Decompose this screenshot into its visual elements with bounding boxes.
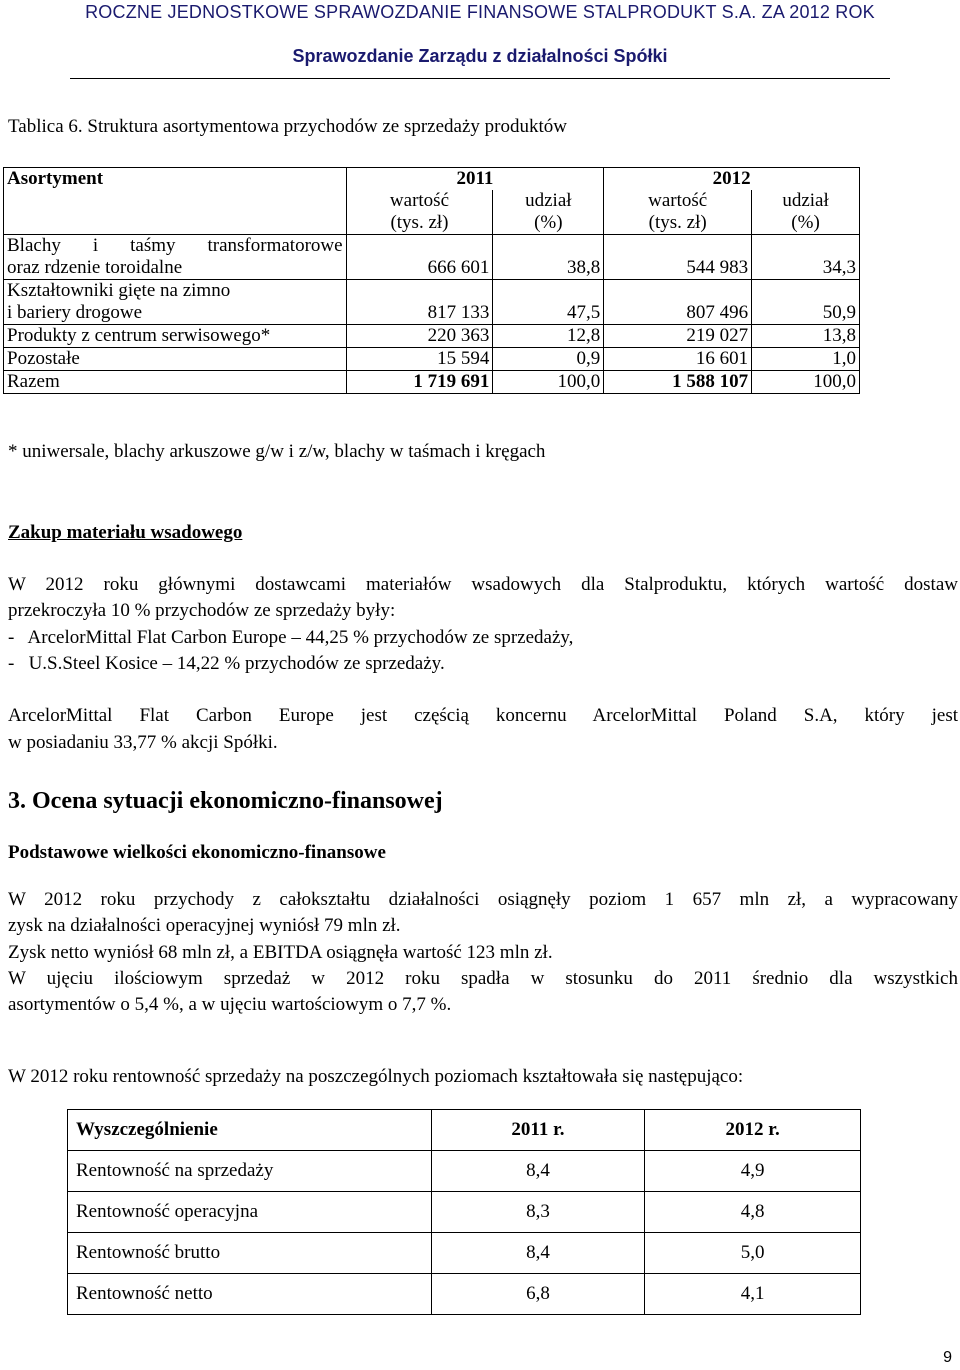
table-subheader-row — [4, 190, 860, 235]
year-2012-header: 2012 — [604, 168, 860, 191]
table-row: Kształtowniki gięte na zimno i bariery drogowe 817 133 47,5 807 496 50,9 — [4, 280, 860, 325]
section3-p3-line1: W ujęciu ilościowym sprzedaż w 2012 roku spadła w stosunku do 2011 średnio dla wszystkich — [8, 968, 958, 989]
table-header-row — [68, 1110, 861, 1151]
table-row: Rentowność na sprzedaży 8,4 4,9 — [68, 1151, 861, 1192]
ownership-paragraph-line1: ArcelorMittal Flat Carbon Europe jest częścią koncernu ArcelorMittal Poland S.A, który jest — [8, 705, 958, 726]
table-row: Rentowność netto 6,8 4,1 — [68, 1274, 861, 1315]
table-row: Pozostałe 15 594 0,9 16 601 1,0 — [4, 348, 860, 371]
ownership-paragraph-line2: w posiadaniu 33,77 % akcji Spółki. — [8, 732, 278, 753]
table-row: Blachy i taśmy transformatorowe oraz rdzenie toroidalne 666 601 38,8 544 983 34,3 — [4, 235, 860, 280]
section3-heading: 3. Ocena sytuacji ekonomiczno-finansowej — [8, 788, 443, 814]
section3-p2: Zysk netto wyniósł 68 mln zł, a EBITDA osiągnęła wartość 123 mln zł. — [8, 942, 553, 963]
supplier-item: - ArcelorMittal Flat Carbon Europe – 44,25 % przychodów ze sprzedaży, — [8, 627, 574, 648]
section3-p3-line2: asortymentów o 5,4 %, a w ujęciu wartościowym o 7,7 %. — [8, 994, 452, 1015]
table-row: Rentowność brutto 8,4 5,0 — [68, 1233, 861, 1274]
section3-subheading: Podstawowe wielkości ekonomiczno-finansowe — [8, 842, 386, 863]
row-name: Kształtowniki gięte na zimno i bariery drogowe — [4, 280, 347, 325]
col-assortment: Asortyment — [4, 168, 347, 191]
table6-footnote: * uniwersale, blachy arkuszowe g/w i z/w, blachy w taśmach i kręgach — [8, 441, 546, 462]
purchase-heading: Zakup materiału wsadowego — [8, 522, 243, 543]
share-2012-header: udział (%) — [752, 190, 860, 235]
section3-p4: W 2012 roku rentowność sprzedaży na poszczególnych poziomach kształtowała się następująco: — [8, 1066, 744, 1087]
assortment-table — [3, 167, 860, 394]
share-2011-header: udział (%) — [493, 190, 604, 235]
page-number: 9 — [943, 1349, 952, 1366]
section-title: Sprawozdanie Zarządu z działalności Spółki — [292, 46, 668, 66]
row-name: Produkty z centrum serwisowego* — [4, 325, 347, 348]
value-2011-header: wartość (tys. zł) — [346, 190, 493, 235]
report-title: ROCZNE JEDNOSTKOWE SPRAWOZDANIE FINANSOWE STALPRODUKT S.A. ZA 2012 ROK — [85, 2, 875, 22]
col-description: Wyszczególnienie — [68, 1110, 432, 1151]
supplier-item: - U.S.Steel Kosice – 14,22 % przychodów ze sprzedaży. — [8, 653, 445, 674]
row-name: Blachy i taśmy transformatorowe oraz rdzenie toroidalne — [4, 235, 347, 280]
section3-p1-line1: W 2012 roku przychody z całokształtu działalności osiągnęły poziom 1 657 mln zł, a wypracowany — [8, 889, 958, 910]
table6-caption: Tablica 6. Struktura asortymentowa przychodów ze sprzedaży produktów — [8, 116, 567, 137]
table-row: Produkty z centrum serwisowego* 220 363 12,8 219 027 13,8 — [4, 325, 860, 348]
table-header-row — [4, 168, 860, 191]
purchase-paragraph-line1: W 2012 roku głównymi dostawcami materiałów wsadowych dla Stalproduktu, których wartość dostaw — [8, 574, 958, 595]
profitability-table — [67, 1109, 861, 1315]
value-2012-header: wartość (tys. zł) — [604, 190, 752, 235]
purchase-paragraph-line2: przekroczyła 10 % przychodów ze sprzedaży były: — [8, 600, 396, 621]
col-2012: 2012 r. — [645, 1110, 861, 1151]
section3-p1-line2: zysk na działalności operacyjnej wyniósł 79 mln zł. — [8, 915, 401, 936]
col-2011: 2011 r. — [431, 1110, 645, 1151]
year-2011-header: 2011 — [346, 168, 604, 191]
row-name: Pozostałe — [4, 348, 347, 371]
header-divider — [70, 78, 890, 79]
table-row-total: Razem 1 719 691 100,0 1 588 107 100,0 — [4, 371, 860, 394]
row-name: Razem — [4, 371, 347, 394]
table-row: Rentowność operacyjna 8,3 4,8 — [68, 1192, 861, 1233]
